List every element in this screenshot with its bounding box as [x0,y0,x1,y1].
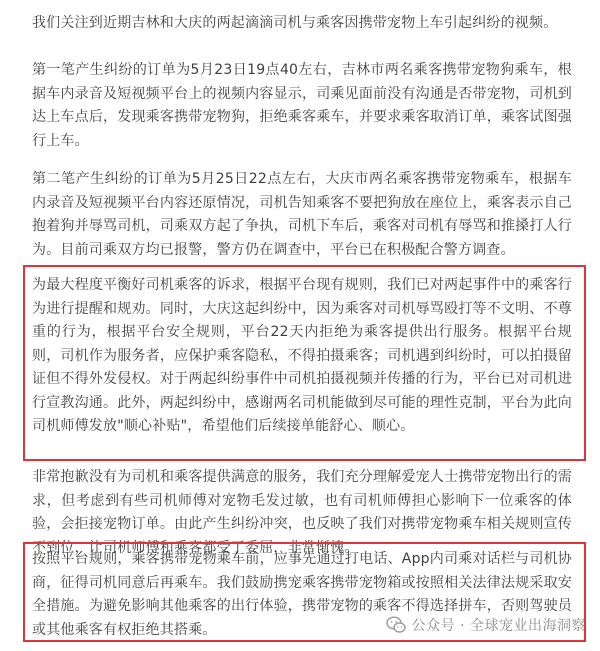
paragraph-platform-response: 为最大程度平衡好司机乘客的诉求，根据平台现有规则，我们已对两起事件中的乘客行为进行提醒和规劝。同时，大庆这起纠纷中，因为乘客对司机辱骂殴打等不文明、不尊重的行为，根据平台安全规则，平台22天内拒绝为乘客提供出行服务。根据平台规则，司机作为服务者，应保护乘客隐私，不得拍摄乘客；司机遇到纠纷时，可以拍摄留证但不得外发侵权。对于两起纠纷事件中司机拍摄视频并传播的行为，平台已对司机进行宣教沟通。此外，两起纠纷中，感谢两名司机能做到尽可能的理性克制，平台为此向司机师傅发放"顺心补贴"，希望他们后续接单能舒心、顺心。 [32,277,572,434]
paragraph-second-dispute: 第二笔产生纠纷的订单为5月25日22点左右，大庆市两名乘客携带宠物乘车，根据车内录音及短视频平台内容还原情况，司机告知乘客不要把狗放在座位上，乘客表示自己抱着狗并辱骂司机，司乘双方起了争执，司机下车后，乘客对司机有辱骂和推搡打人行为。目前司乘双方均已报警，警方仍在调查中，平台已在积极配合警方调查。 [32,171,572,258]
paragraph-first-dispute: 第一笔产生纠纷的订单为5月23日19点40左右，吉林市两名乘客携带宠物狗乘车，根据车内录音及短视频平台上的视频内容显示，司乘见面前没有沟通是否带宠物，司机到达上车点后，发现乘客携带宠物狗，拒绝乘客乘车，并要求乘客取消订单，乘客试图强行上车。 [32,62,572,149]
paragraph-apology: 非常抱歉没有为司机和乘客提供满意的服务，我们充分理解爱宠人士携带宠物出行的需求，但考虑到有些司机师傅对宠物毛发过敏，也有司机师傅担心影响下一位乘客的体验，会拒接宠物订单。由此产生纠纷冲突，也反映了我们对携带宠物乘车相关规则宣传不到位，让司机师傅和乘客都受了委屈，非常惭愧。 [32,469,572,556]
watermark-text: 公众号 · 全球宠业出海洞察 [411,618,586,634]
wechat-icon [386,616,406,634]
paragraph-intro: 我们关注到近期吉林和大庆的两起滴滴司机与乘客因携带宠物上车引起纠纷的视频。 [32,15,558,31]
paragraph-platform-rules: 按照平台规则，乘客携带宠物乘车前，应事先通过打电话、App内司乘对话栏与司机协商，征得司机同意后再乘车。我们鼓励携宠乘客携带宠物箱或按照相关法律法规采取安全措施。为避免影响其他乘客的出行体验，携带宠物的乘客不得选择拼车，否则驾驶员或其他乘客有权拒绝其搭乘。 [32,551,572,638]
watermark [386,615,586,635]
